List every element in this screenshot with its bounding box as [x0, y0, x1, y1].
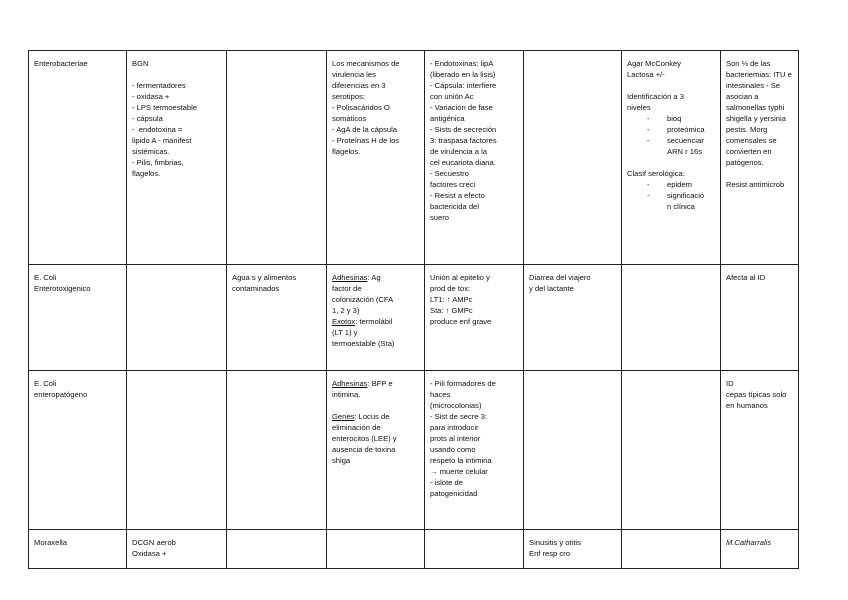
cell-line: - cápsula: [132, 114, 163, 123]
cell-line: Adhesinas: Ag: [332, 273, 381, 282]
cell-line: haces: [430, 390, 451, 399]
cell-line: - Pilis, fimbrias,: [132, 158, 184, 167]
row-name-cell: [29, 265, 127, 371]
cell-line: - Proteínas H de los: [332, 136, 400, 145]
cell-line: Son ⅓ de las: [726, 59, 771, 68]
cell-line: bactericida del: [430, 202, 479, 211]
cell-line: Los mecanismos de: [332, 59, 400, 68]
cell-line: - Sist de secre 3:: [430, 412, 487, 421]
virulence-cell: [327, 265, 425, 371]
cell-line: → muerte celular: [430, 467, 488, 476]
cell-line: - Polisacáridos O: [332, 103, 390, 112]
characteristics-cell: [127, 530, 227, 569]
cell-line: patógenos.: [726, 158, 764, 167]
cell-line: Adhesinas: BFP e: [332, 379, 393, 388]
cell-line: intimina.: [332, 390, 361, 399]
characteristics-cell: [127, 265, 227, 371]
notes-cell: [721, 530, 799, 569]
list-item: - epidem: [647, 180, 692, 189]
list-item: - bioq: [647, 114, 682, 123]
cell-line: Agar McConkey: [627, 59, 682, 68]
cell-line: enterocitos (LEE) y: [332, 434, 397, 443]
disease-cell: [524, 371, 622, 530]
cell-line: (liberado en la lisis): [430, 70, 496, 79]
cell-line: bacteriemias: ITU e: [726, 70, 792, 79]
transmission-cell: [227, 265, 327, 371]
characteristics-cell: [127, 51, 227, 265]
cell-line: DCGN aerob: [132, 538, 176, 547]
cell-line: 1, 2 y 3): [332, 306, 360, 315]
cell-line: termoestable (Sta): [332, 339, 395, 348]
cell-line: cepas típicas solo: [726, 390, 787, 399]
cell-line: cel eucariota diana.: [430, 158, 496, 167]
row-name: E. Coli: [34, 273, 57, 282]
diagnosis-cell: [622, 265, 721, 371]
cell-line: Clasif serológica:: [627, 169, 685, 178]
cell-line: Oxidasa +: [132, 549, 167, 558]
cell-line: ID: [726, 379, 734, 388]
cell-line: prod de tox:: [430, 284, 471, 293]
cell-line: de virulencia a la: [430, 147, 487, 156]
cell-line: - LPS termoestable: [132, 103, 197, 112]
pathogenesis-cell: [425, 265, 524, 371]
cell-line: BGN: [132, 59, 149, 68]
cell-line: Lactosa +/-: [627, 70, 665, 79]
cell-line: - Cápsula: interfiere: [430, 81, 497, 90]
cell-line: Unión al epitelio y: [430, 273, 490, 282]
notes-table: [28, 50, 799, 569]
cell-line: pestis. Morg: [726, 125, 768, 134]
cell-line: 3: traspasa factores: [430, 136, 497, 145]
cell-line: respeto la intimina: [430, 456, 492, 465]
transmission-cell: [227, 51, 327, 265]
cell-line: (LT 1) y: [332, 328, 358, 337]
cell-line: virulencia les: [332, 70, 376, 79]
cell-line: serotipos:: [332, 92, 365, 101]
cell-line: flagelos.: [332, 147, 361, 156]
cell-line: - Resist a efecto: [430, 191, 485, 200]
virulence-cell: [327, 371, 425, 530]
cell-line: shiga: [332, 456, 351, 465]
cell-line: Enf resp cro: [529, 549, 570, 558]
cell-line: - Secuestro: [430, 169, 469, 178]
cell-line: Exotox: termolábil: [332, 317, 393, 326]
cell-line: sistémicas.: [132, 147, 170, 156]
characteristics-cell: [127, 371, 227, 530]
cell-line: convierten en: [726, 147, 772, 156]
row-name-cell: [29, 371, 127, 530]
notes-cell: [721, 265, 799, 371]
disease-cell: [524, 51, 622, 265]
cell-line: intestinales - Se: [726, 81, 781, 90]
cell-line: - oxidasa +: [132, 92, 170, 101]
pathogenesis-cell: [425, 51, 524, 265]
cell-line: - Variación de fase: [430, 103, 493, 112]
cell-line: suero: [430, 213, 449, 222]
disease-cell: [524, 265, 622, 371]
cell-line: somáticos: [332, 114, 367, 123]
list-item: - significació n clínica: [647, 191, 705, 211]
cell-line: niveles: [627, 103, 651, 112]
cell-line: - fermentadores: [132, 81, 186, 90]
cell-line: y del lactante: [529, 284, 574, 293]
cell-line: lipido A - manifest: [132, 136, 192, 145]
cell-line: Sta: ↑ GMPc: [430, 306, 473, 315]
row-name: Moraxella: [34, 538, 67, 547]
cell-line: - Pili formadores de: [430, 379, 496, 388]
cell-line: comensales se: [726, 136, 777, 145]
cell-line: - endotoxina =: [132, 125, 183, 134]
cell-line: - islote de: [430, 478, 463, 487]
table-row: [29, 265, 799, 371]
cell-line: Identificación a 3: [627, 92, 684, 101]
row-name: Enterotoxigenico: [34, 284, 91, 293]
cell-line: eliminación de: [332, 423, 381, 432]
cell-line: M.Catharralis: [726, 538, 772, 547]
pathogenesis-cell: [425, 530, 524, 569]
cell-line: flagelos.: [132, 169, 161, 178]
row-name-cell: [29, 51, 127, 265]
diagnosis-cell: [622, 371, 721, 530]
cell-line: (microcolonias): [430, 401, 482, 410]
virulence-cell: [327, 530, 425, 569]
cell-line: salmonellas typhi: [726, 103, 785, 112]
cell-line: contaminados: [232, 284, 280, 293]
cell-line: Sinusitis y otitis: [529, 538, 581, 547]
notes-cell: [721, 371, 799, 530]
cell-line: asocian a: [726, 92, 759, 101]
cell-line: factor de: [332, 284, 362, 293]
disease-cell: [524, 530, 622, 569]
cell-line: Diarrea del viajero: [529, 273, 591, 282]
cell-line: antigénica: [430, 114, 465, 123]
diagnosis-cell: [622, 51, 721, 265]
cell-line: Afecta al ID: [726, 273, 766, 282]
cell-line: colonización (CFA: [332, 295, 394, 304]
list-item: - secuenciar ARN r 16s: [647, 136, 704, 156]
cell-line: para introducir: [430, 423, 479, 432]
cell-line: produce enf grave: [430, 317, 492, 326]
table-row: [29, 51, 799, 265]
cell-line: shigella y yersinia: [726, 114, 786, 123]
table-row: [29, 530, 799, 569]
cell-line: factores creci: [430, 180, 476, 189]
row-name: Enterobacteriae: [34, 59, 88, 68]
row-name-cell: [29, 530, 127, 569]
virulence-cell: [327, 51, 425, 265]
cell-line: en humanos: [726, 401, 768, 410]
row-name: enteropatógeno: [34, 390, 88, 399]
cell-line: prots al interior: [430, 434, 481, 443]
pathogenesis-cell: [425, 371, 524, 530]
transmission-cell: [227, 530, 327, 569]
notes-cell: [721, 51, 799, 265]
diagnosis-cell: [622, 530, 721, 569]
cell-line: - Sists de secreción: [430, 125, 497, 134]
list-item: - proteómica: [647, 125, 705, 134]
row-name: E. Coli: [34, 379, 57, 388]
cell-line: - AgA de la cápsula: [332, 125, 398, 134]
cell-line: Resist antimicrob: [726, 180, 785, 189]
cell-line: - Endotoxinas: lipA: [430, 59, 494, 68]
table-row: [29, 371, 799, 530]
cell-line: ausencia de toxina: [332, 445, 396, 454]
cell-line: LT1: ↑ AMPc: [430, 295, 473, 304]
cell-line: Genes: Locus de: [332, 412, 390, 421]
cell-line: con unión Ac: [430, 92, 474, 101]
cell-line: diferencias en 3: [332, 81, 386, 90]
transmission-cell: [227, 371, 327, 530]
cell-line: usando como: [430, 445, 476, 454]
cell-line: Agua s y alimentos: [232, 273, 297, 282]
cell-line: patogenicidad: [430, 489, 478, 498]
